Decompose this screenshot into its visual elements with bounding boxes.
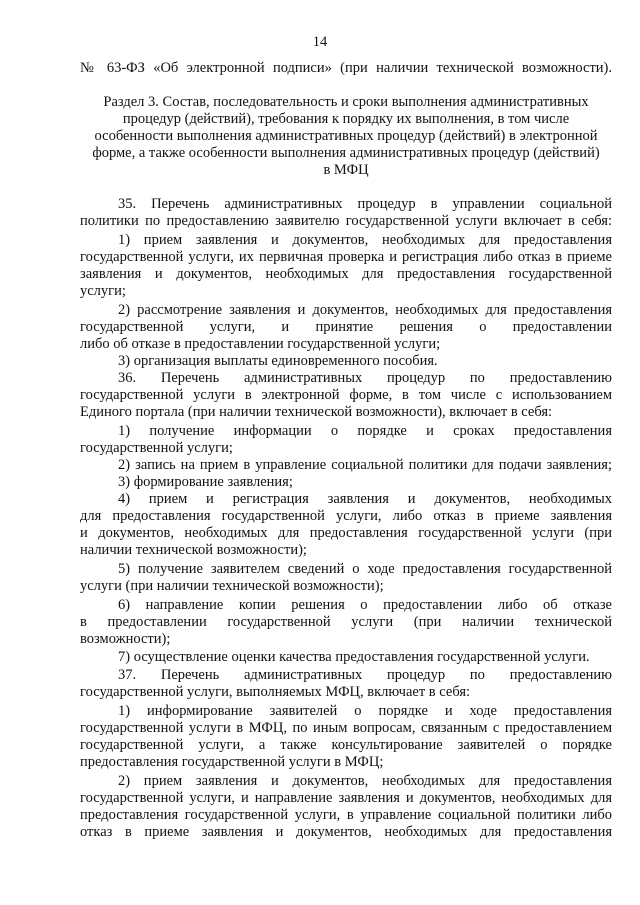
- list-item-line: 2) прием заявления и документов, необходимых для предоставления: [118, 773, 612, 789]
- paragraph-36-line: государственной услуги в электронной форме, в том числе с использованием: [80, 387, 612, 403]
- list-item-line: либо об отказе в предоставлении государственной услуги;: [80, 336, 441, 352]
- list-item-line: государственной услуги в МФЦ, по иным вопросам, связанным с предоставлением: [80, 720, 612, 736]
- list-item-line: и документов, необходимых для предоставления государственной услуги (при: [80, 525, 612, 541]
- paragraph-37-line: 37. Перечень административных процедур по предоставлению: [118, 667, 612, 683]
- section-heading-line: Раздел 3. Состав, последовательность и сроки выполнения административных: [103, 94, 589, 110]
- list-item-line: государственной услуги, а также консультирование заявителей о порядке: [80, 737, 612, 753]
- list-item-line: 1) получение информации о порядке и сроках предоставления: [118, 423, 612, 439]
- list-item-line: государственной услуги, и направление заявления и документов, необходимых для: [80, 790, 612, 806]
- list-item-line: услуги;: [80, 283, 126, 299]
- paragraph-35-line: политики по предоставлению заявителю государственной услуги включает в себя:: [80, 213, 612, 229]
- intro-line: № 63-ФЗ «Об электронной подписи» (при наличии технической возможности).: [80, 60, 612, 76]
- list-item-line: 7) осуществление оценки качества предоставления государственной услуги.: [118, 649, 590, 665]
- list-item-line: государственной услуги, их первичная проверка и регистрация либо отказ в приеме: [80, 249, 612, 265]
- list-item-line: для предоставления государственной услуги, либо отказ в приеме заявления: [80, 508, 612, 524]
- list-item-line: предоставления государственной услуги в МФЦ;: [80, 754, 384, 770]
- section-heading-line: процедур (действий), требования к порядку их выполнения, в том числе: [122, 111, 570, 127]
- list-item-line: государственной услуги, и принятие решения о предоставлении: [80, 319, 612, 335]
- paragraph-37-line: государственной услуги, выполняемых МФЦ, включает в себя:: [80, 684, 471, 700]
- list-item-line: в предоставлении государственной услуги (при наличии технической: [80, 614, 612, 630]
- list-item-line: 2) рассмотрение заявления и документов, необходимых для предоставления: [118, 302, 612, 318]
- list-item-line: 5) получение заявителем сведений о ходе предоставления государственной: [118, 561, 612, 577]
- list-item-line: 2) запись на прием в управление социальной политики для подачи заявления;: [118, 457, 612, 473]
- list-item-line: отказ в приеме заявления и документов, необходимых для предоставления: [80, 824, 612, 840]
- list-item-line: 1) прием заявления и документов, необходимых для предоставления: [118, 232, 612, 248]
- list-item-line: 6) направление копии решения о предоставлении либо об отказе: [118, 597, 612, 613]
- page-number: 14: [312, 34, 328, 50]
- section-heading-line: особенности выполнения административных процедур (действий) в электронной: [94, 128, 598, 144]
- list-item-line: услуги (при наличии технической возможности);: [80, 578, 384, 594]
- paragraph-35-line: 35. Перечень административных процедур в управлении социальной: [118, 196, 612, 212]
- paragraph-36-line: Единого портала (при наличии технической возможности), включает в себя:: [80, 404, 553, 420]
- section-heading-line: форме, а также особенности выполнения административных процедур (действий): [92, 145, 600, 161]
- list-item-line: 1) информирование заявителей о порядке и ходе предоставления: [118, 703, 612, 719]
- list-item-line: государственной услуги;: [80, 440, 233, 456]
- list-item-line: 4) прием и регистрация заявления и документов, необходимых: [118, 491, 612, 507]
- list-item-line: заявления и документов, необходимых для предоставления государственной: [80, 266, 612, 282]
- list-item-line: 3) организация выплаты единовременного пособия.: [118, 353, 438, 369]
- paragraph-36-line: 36. Перечень административных процедур по предоставлению: [118, 370, 612, 386]
- list-item-line: 3) формирование заявления;: [118, 474, 293, 490]
- list-item-line: возможности);: [80, 631, 171, 647]
- section-heading-line: в МФЦ: [323, 162, 369, 178]
- list-item-line: предоставления государственной услуги, в управление социальной политики либо: [80, 807, 612, 823]
- list-item-line: наличии технической возможности);: [80, 542, 307, 558]
